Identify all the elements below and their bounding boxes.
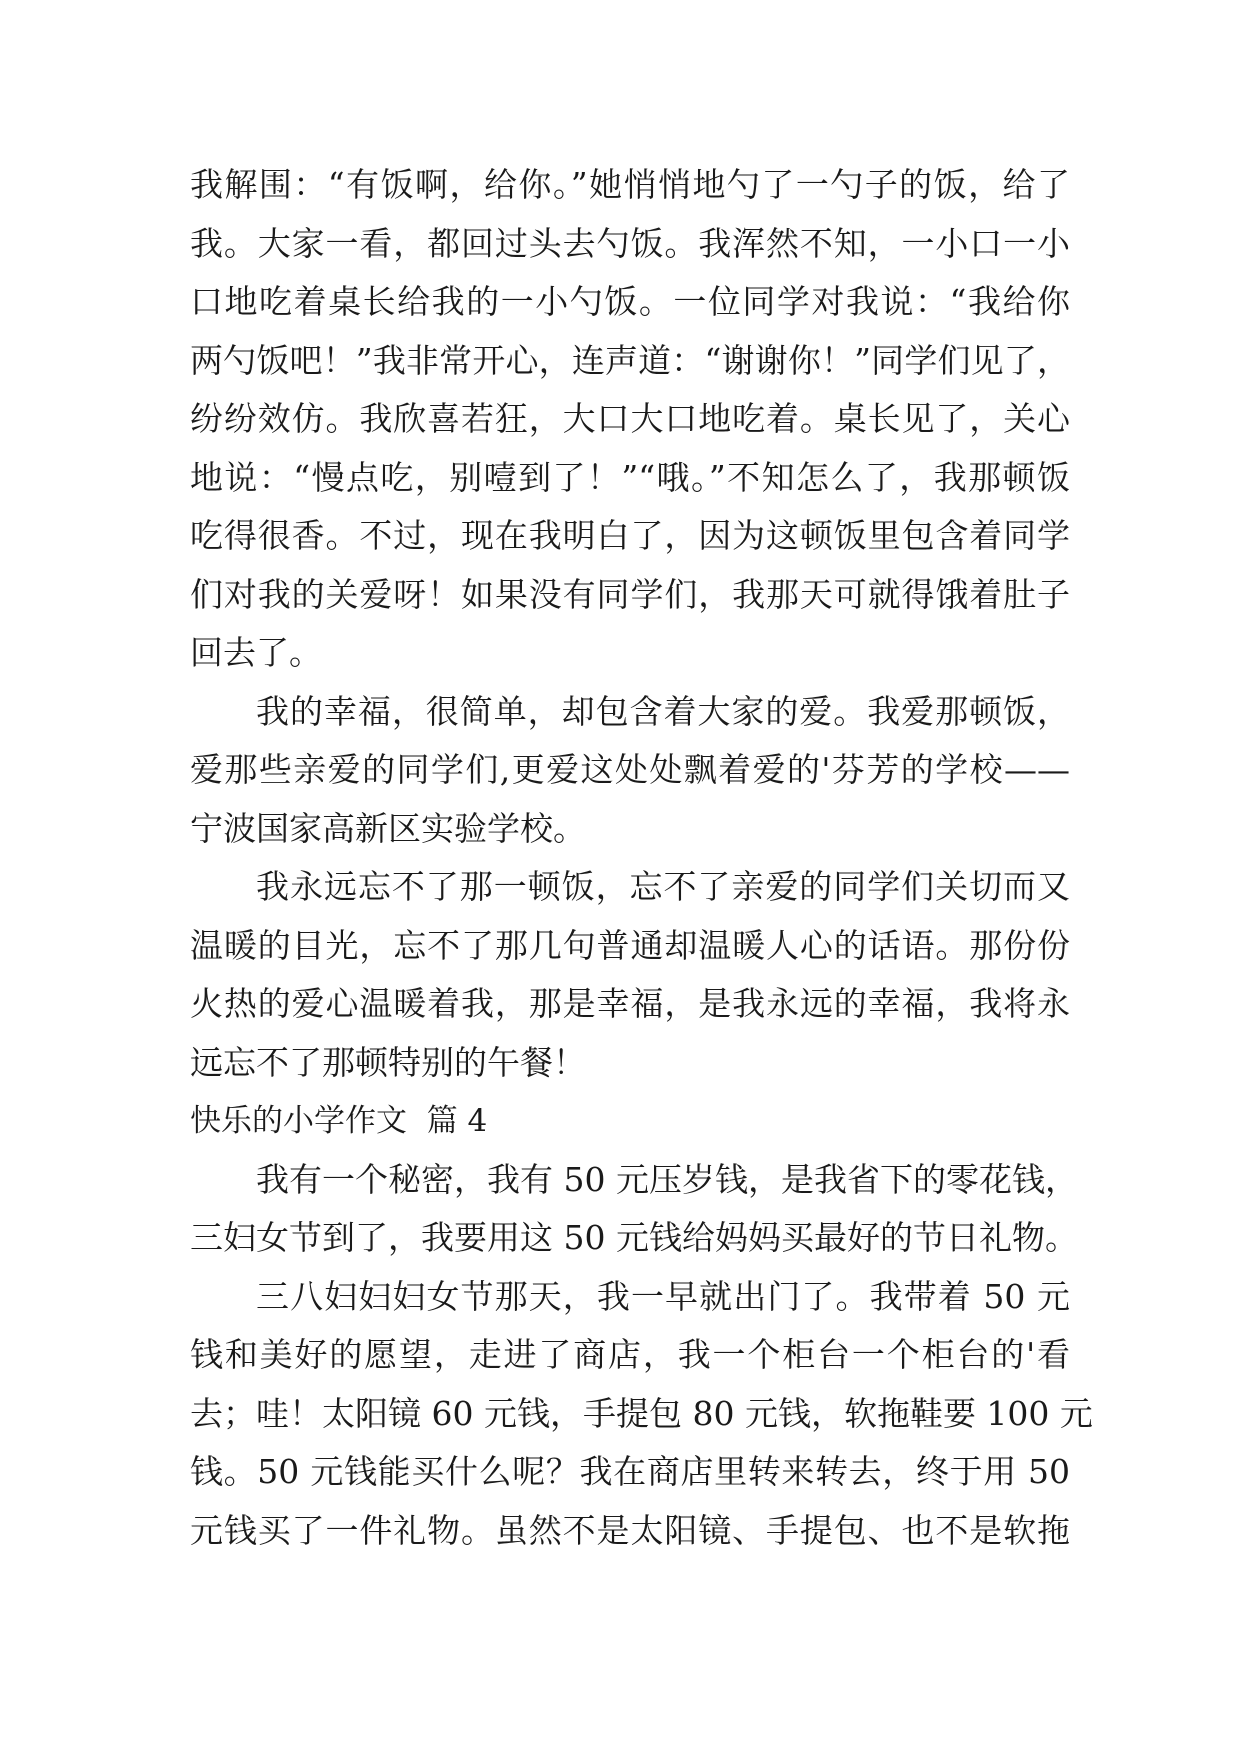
text-line: 温暖的目光，忘不了那几句普通却温暖人心的话语。那份份 bbox=[190, 925, 1070, 965]
text-line: 我永远忘不了那一顿饭，忘不了亲爱的同学们关切而又 bbox=[256, 867, 1070, 906]
text-line: 纷纷效仿。我欣喜若狂，大口大口地吃着。桌长见了，关心 bbox=[190, 399, 1070, 438]
text-line: 爱那些亲爱的同学们,更爱这处处飘着爱的'芬芳的学校—— bbox=[190, 750, 1070, 789]
document-body bbox=[190, 156, 1093, 1560]
paragraph bbox=[190, 1268, 1093, 1561]
text-line: 我的幸福，很简单，却包含着大家的爱。我爱那顿饭， bbox=[256, 691, 1070, 731]
text-line: 宁波国家高新区实验学校。 bbox=[190, 808, 586, 848]
paragraph bbox=[190, 1151, 1078, 1268]
text-line: 我。大家一看，都回过头去勺饭。我浑然不知，一小口一小 bbox=[190, 223, 1070, 263]
text-line: 元钱买了一件礼物。虽然不是太阳镜、手提包、也不是软拖 bbox=[190, 1510, 1070, 1550]
paragraph bbox=[190, 858, 1070, 1092]
text-line: 三八妇妇妇女节那天，我一早就出门了。我带着 50 元 bbox=[256, 1276, 1070, 1316]
text-line: 地说：“慢点吃，别噎到了！”“哦。”不知怎么了，我那顿饭 bbox=[190, 457, 1070, 497]
text-line: 火热的爱心温暖着我，那是幸福，是我永远的幸福，我将永 bbox=[190, 984, 1070, 1023]
text-line: 钱。50 元钱能买什么呢？我在商店里转来转去，终于用 50 bbox=[190, 1452, 1070, 1491]
text-line: 远忘不了那顿特别的午餐！ bbox=[190, 1042, 586, 1082]
text-line: 回去了。 bbox=[190, 633, 322, 672]
text-line: 三妇女节到了，我要用这 50 元钱给妈妈买最好的节日礼物。 bbox=[190, 1218, 1078, 1257]
text-line: 两勺饭吧！”我非常开心，连声道：“谢谢你！”同学们见了， bbox=[190, 340, 1070, 380]
text-line: 去；哇！太阳镜 60 元钱，手提包 80 元钱，软拖鞋要 100 元 bbox=[190, 1393, 1093, 1433]
paragraph bbox=[190, 683, 1070, 859]
text-line: 钱和美好的愿望，走进了商店，我一个柜台一个柜台的'看 bbox=[190, 1335, 1070, 1374]
text-line: 我解围：“有饭啊，给你。”她悄悄地勺了一勺子的饭，给了 bbox=[190, 165, 1070, 204]
text-line: 口地吃着桌长给我的一小勺饭。一位同学对我说：“我给你 bbox=[190, 282, 1070, 321]
text-line: 吃得很香。不过，现在我明白了，因为这顿饭里包含着同学 bbox=[190, 516, 1070, 555]
section-heading: 快乐的小学作文 篇 4 bbox=[190, 1103, 488, 1139]
text-line: 们对我的关爱呀！如果没有同学们，我那天可就得饿着肚子 bbox=[190, 574, 1070, 614]
paragraph bbox=[190, 156, 1070, 683]
text-line: 我有一个秘密，我有 50 元压岁钱，是我省下的零花钱， bbox=[256, 1159, 1078, 1199]
